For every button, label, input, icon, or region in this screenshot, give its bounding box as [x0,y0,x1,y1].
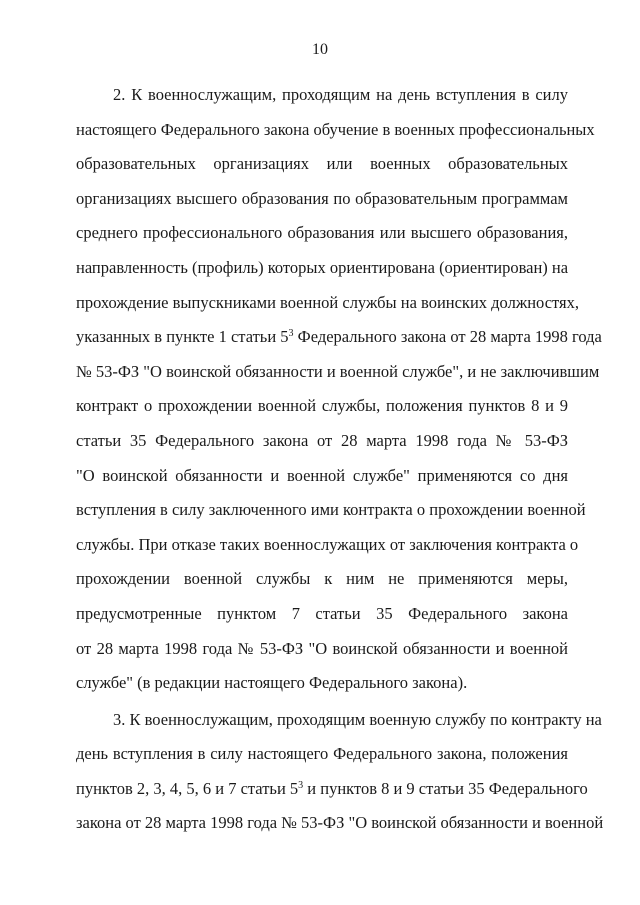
text-line: день вступления в силу настоящего Федерального закона, положения [76,744,568,764]
text-line [76,320,602,355]
text-line: среднего профессионального образования или высшего образования, [76,223,568,243]
paragraph-2 [76,78,602,701]
text-line: статьи 35 Федерального закона от 28 марта 1998 года № 53-ФЗ [76,430,568,450]
text-line [76,772,588,807]
text-line: службы. При отказе таких военнослужащих от заключения контракта о [76,534,579,554]
text-line: предусмотренные пунктом 7 статьи 35 Федерального закона [76,603,568,623]
text-line: закона от 28 марта 1998 года № 53-ФЗ "О воинской обязанности и военной [76,813,604,833]
text-line: контракт о прохождении военной службы, положения пунктов 8 и 9 [76,396,568,416]
text-fragment: указанных в пункте 1 статьи 5 [76,327,289,347]
text-fragment: и пунктов 8 и 9 статьи 35 Федерального [303,778,588,798]
page-number: 10 [312,41,328,58]
text-line: вступления в силу заключенного ими контракта о прохождении военной [76,500,586,520]
text-line: направленность (профиль) которых ориентирована (ориентирован) на [76,257,569,277]
superscript: 3 [298,779,304,791]
text-line: образовательных организациях или военных образовательных [76,154,568,174]
text-line: от 28 марта 1998 года № 53-ФЗ "О воинской обязанности и военной [76,638,568,658]
text-line: № 53-ФЗ "О воинской обязанности и военной службе", и не заключившим [76,361,600,381]
text-line: службе" (в редакции настоящего Федерального закона). [76,673,468,693]
text-line: 3. К военнослужащим, проходящим военную службу по контракту на [113,709,602,729]
text-line: 2. К военнослужащим, проходящим на день вступления в силу [113,85,568,104]
text-line: прохождение выпускниками военной службы на воинских должностях, [76,292,579,312]
text-line: "О воинской обязанности и военной службе" применяются со дня [76,465,568,485]
text-fragment: Федерального закона от 28 марта 1998 года [293,327,602,347]
superscript: 3 [288,328,294,340]
text-fragment: пунктов 2, 3, 4, 5, 6 и 7 статьи 5 [76,778,299,798]
text-line: прохождении военной службы к ним не применяются меры, [76,569,568,589]
text-line: организациях высшего образования по образовательным программам [76,188,568,208]
text-line: настоящего Федерального закона обучение в военных профессиональных [76,119,595,139]
document-body [76,78,604,841]
paragraph-3 [76,703,604,841]
